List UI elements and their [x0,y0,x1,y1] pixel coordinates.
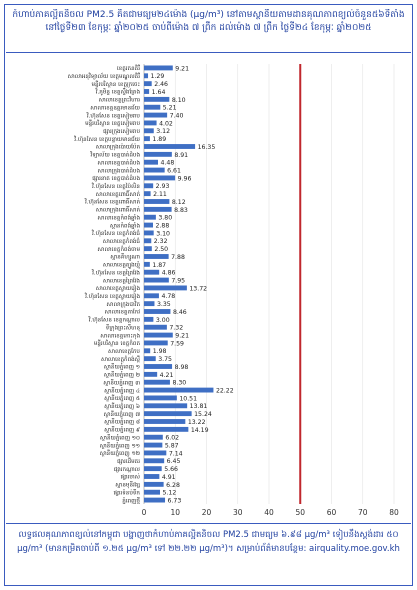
data-label: 4.48 [160,159,175,167]
category-label: ផ្សារដើមគរ [117,458,140,465]
bar [144,246,152,251]
category-label: សាលាខេត្តព្រះវិហារ [98,97,140,104]
category-label: សាលាខេត្តកែប [108,348,140,355]
data-label: 6.73 [167,497,182,505]
data-label: 14.19 [190,426,209,434]
bar [144,364,172,369]
category-label: វិ.ភូមិន្ទ ខេត្តស្ទឹងត្រែង [95,89,140,96]
data-label: 1.29 [150,73,165,81]
data-label: 9.21 [175,65,190,73]
bar [144,223,153,228]
bar [144,325,167,330]
category-label: វិ.ហ៊ុនសែន ខេត្តកំពង់ធំ [92,231,140,238]
category-label: វិ.ហ៊ុនសែន ខេត្តកណ្តាល [88,317,140,324]
data-label: 4.02 [159,120,173,128]
category-label: វិ.ហ៊ុនសែន ខេត្តព្រៃវែង [92,270,140,277]
x-tick-label: 30 [232,508,243,517]
chart-footer: លទ្ធផលគុណភាពខ្យល់នៅកម្ពុជា បង្ហាញថាកំហាប់ភាគល្អិតនិចល PM2.5 ជាមធ្យម ៦.៩៨ µg/m³ ទៀបនឹងស្តង់ដារ ៥០ µg/m³ (មានកម្រិតចាប់ពី ១.២៥ µg/m³ ទៅ ២២.២២ µg/m³)។ សម្រាប់ព័ត៌មានបន្ថែម: airquality.moe.gov.kh [17,530,400,554]
data-label: 4.21 [159,371,174,379]
bar [144,285,187,290]
category-label: សាលាខេត្តឧត្តរមានជ័យ [90,105,140,112]
data-label: 7.40 [169,112,184,120]
x-tick-label: 10 [170,508,181,517]
bar [144,403,187,408]
category-label: ស្ថានីយភ្នំពេញ ១២ [99,451,140,458]
category-label: វិ.ហ៊ុនសែន ខេត្តស្វាយរៀង [85,293,140,300]
data-label: 15.24 [194,411,212,419]
data-label: 7.95 [171,277,186,285]
bar [144,411,192,416]
bar [144,81,152,86]
data-label: 6.45 [166,458,181,466]
data-label: 1.98 [152,348,167,356]
category-label: វិ.ហ៊ុនសែន ខេត្តប៉ៃលិន [92,183,140,190]
bar [144,333,173,338]
category-label: ផ្សារចាស់ [120,474,140,481]
bar [144,191,151,196]
bar [144,293,159,298]
title-divider [6,52,411,53]
data-label: 8.46 [172,308,187,316]
bar [144,207,172,212]
category-label: សាលាខេត្តត្បូងឃ្មុំ [102,262,140,269]
data-label: 9.21 [175,332,190,340]
bar [144,73,148,78]
bar [144,254,169,259]
category-label: សាលាខេត្តកំពង់ចាម [97,246,140,253]
category-label: មន្ទីរបរិស្ថាន ខេត្តក្រចេះ [91,81,140,88]
x-tick-label: 80 [389,508,399,517]
bar [144,348,150,353]
category-label: ស្ថានីយភ្នំពេញ ៨ [104,419,140,426]
data-label: 8.98 [174,363,189,371]
category-label: ខេត្តរតនគិរី [116,66,140,73]
category-label: សាលាខេត្តតាកែវ [104,309,140,316]
data-label: 6.61 [167,167,181,175]
category-label: ទីក្រុងព្រះសីហនុ [105,325,140,332]
category-label: សាលាក្រុងបាវិត [106,301,140,308]
bar [144,317,153,322]
data-label: 6.02 [165,434,180,442]
bar [144,168,165,173]
bar [144,65,173,70]
data-label: 22.22 [215,387,234,395]
bar [144,89,149,94]
category-label: សាលាខេត្តកោះកុង [100,333,140,340]
category-label: វិ.ហ៊ុនសែន ខេត្តបន្ទាយមានជ័យ [74,136,140,143]
data-label: 8.30 [172,379,187,387]
data-label: 8.83 [174,206,188,214]
bar [144,152,172,157]
category-label: សាលាខេត្តកំពង់ធំ [102,238,140,245]
data-label: 8.10 [171,96,186,104]
x-tick-label: 50 [295,508,306,517]
data-label: 8.12 [171,198,186,206]
data-label: 5.87 [164,442,179,450]
category-label: សាលាក្រុងបាត់ដំបង [97,168,140,175]
data-label: 2.93 [155,183,170,191]
data-label: 3.80 [158,214,173,222]
category-label: ស្ថានីយភ្នំពេញ ៦ [104,403,140,410]
category-label: សាលាខេត្តបាត់ដំបង [97,160,140,167]
category-label: សាលាខេត្តស្វាយរៀង [95,286,140,293]
data-label: 2.46 [154,81,168,89]
bar-chart [4,58,413,520]
bar [144,372,157,377]
bar [144,301,154,306]
bar [144,419,185,424]
bar [144,215,156,220]
data-label: 1.89 [152,136,167,144]
data-label: 3.10 [156,230,170,238]
category-label: មន្ទីរបរិស្ថាន ខេត្តកំពត [93,341,140,348]
bar [144,278,169,283]
bar [144,380,170,385]
category-label: សាលាខេត្តកំពង់ឆ្នាំង [97,215,140,222]
data-label: 2.88 [155,222,170,230]
data-label: 16.35 [197,143,216,151]
bar [144,395,177,400]
category-label: មន្ទីរបរិស្ថាន ខេត្តសៀមរាប [85,121,140,128]
bar [144,144,195,149]
x-tick-label: 0 [141,508,147,517]
bar [144,160,158,165]
category-label: សាលាខេត្តពោធិ៍សាត់ [95,191,140,198]
category-label: ស្ថានីយភ្នំពេញ ៧ [103,411,140,418]
data-label: 3.75 [158,356,172,364]
data-label: 4.86 [161,269,176,277]
data-label: 4.78 [161,293,176,301]
x-tick-label: 70 [357,508,368,517]
category-label: ស្ថានីយភ្នំពេញ ៩ [104,427,140,434]
category-label: ស្ថានីយភ្នំពេញ ៥ [104,396,140,403]
bar [144,270,159,275]
category-label: វិទ្យាល័យ ខេត្តបាត់ដំបង [90,152,140,159]
bar [144,435,163,440]
category-label: ស្ថានីយភ្នំពេញ ៤ [104,388,140,395]
x-tick-label: 60 [326,508,337,517]
bar [144,105,160,110]
data-label: 2.32 [153,238,168,246]
data-label: 2.11 [153,191,167,199]
category-label: ភ្នំពេញថ្មី [122,498,140,505]
data-label: 13.22 [187,418,206,426]
bar [144,262,150,267]
bar [144,443,162,448]
bar [144,128,154,133]
data-label: 1.87 [152,261,167,269]
category-label: សាលាក្រុងប៉ោយប៉ែត [95,144,140,151]
bar [144,474,159,479]
data-label: 13.72 [189,285,208,293]
category-label: ស្ថានីយភ្នំពេញ ១០ [99,435,140,442]
footer-divider [6,523,411,524]
category-label: ស្ថានីយភ្នំពេញ ១១ [99,443,140,450]
category-label: ស្ថានីយភ្នំពេញ ២ [103,372,140,379]
bar [144,199,169,204]
category-label: ស្ថានីយភ្នំពេញ ៣ [103,380,140,387]
category-label: ស្ពានគីហ្សូណា [110,254,140,261]
data-label: 5.66 [164,466,178,474]
chart-title: កំហាប់ភាគល្អិតនិចល PM2.5 គិតជាមធ្យម២៤ម៉ោង (µg/m³) នៅតាមស្ថានីយតាមដានគុណភាពខ្យល់ចំនួន៥៦ទីតាំង នៅថ្ងៃទី២៣ ខែកុម្ភៈ ឆ្នាំ២០២៥ ចាប់ពីម៉ោង ៧ ព្រឹក ដល់ម៉ោង ៧ ព្រឹក ថ្ងៃទី២៤ ខែកុម្ភៈ ឆ្នាំ២០២៥ [12,10,405,33]
data-label: 3.35 [156,301,171,309]
data-label: 8.91 [174,151,189,159]
x-tick-label: 40 [264,508,274,517]
data-label: 7.88 [171,253,185,261]
category-label: ផ្សារក្រុងសៀមរាប [103,128,140,135]
bar [144,309,170,314]
data-label: 10.51 [179,395,198,403]
data-label: 7.32 [169,324,184,332]
data-label: 4.91 [161,473,176,481]
category-label: សាលាខេត្តព្រៃវែង [102,278,140,285]
bar [144,136,150,141]
bar [144,458,164,463]
data-label: 1.64 [151,88,166,96]
bar [144,238,151,243]
category-label: វិ.ហ៊ុនសែន ខេត្តពោធិ៍សាត់ [84,199,140,206]
data-label: 6.28 [166,481,180,489]
data-label: 5.21 [162,104,177,112]
data-label: 3.12 [156,128,171,136]
data-label: 7.14 [168,450,183,458]
bar [144,230,154,235]
bar [144,340,168,345]
bar [144,482,164,487]
x-tick-label: 20 [201,508,212,517]
data-label: 7.59 [170,340,184,348]
category-label: ស្ពានកំពង់ឆ្នាំង [109,223,140,230]
category-label: វិ.ហ៊ុនសែន ខេត្តសៀមរាប [86,113,140,120]
bar [144,427,188,432]
bar [144,388,213,393]
bar [144,120,157,125]
category-label: សាលាក្រុងពោធិ៍សាត់ [95,207,140,214]
bar [144,466,162,471]
category-label: ផ្សារទំនប់ទឹក [113,490,140,497]
bar [144,450,166,455]
category-label: ស្ថានីយភ្នំពេញ ១ [103,364,140,371]
bar [144,97,169,102]
bar [144,183,153,188]
category-label: សាលាខេត្តកំពង់ស្ពឺ [100,356,140,363]
data-label: 13.81 [189,403,208,411]
category-label: ផ្សារកណ្តាល [113,466,140,473]
bar [144,113,167,118]
bar [144,490,160,495]
data-label: 3.00 [155,316,170,324]
category-label: ផ្សារនាត ខេត្តបាត់ដំបង [92,176,140,183]
data-label: 2.50 [154,246,169,254]
category-label: សាលាអនុវិទ្យាល័យ ខេត្តមណ្ឌលគិរី [67,73,140,80]
bar [144,175,175,180]
bar [144,498,165,503]
bar [144,356,156,361]
category-label: ស្ពានមុនីវង្ស [115,482,140,489]
data-label: 9.96 [177,175,192,183]
data-label: 5.12 [162,489,177,497]
